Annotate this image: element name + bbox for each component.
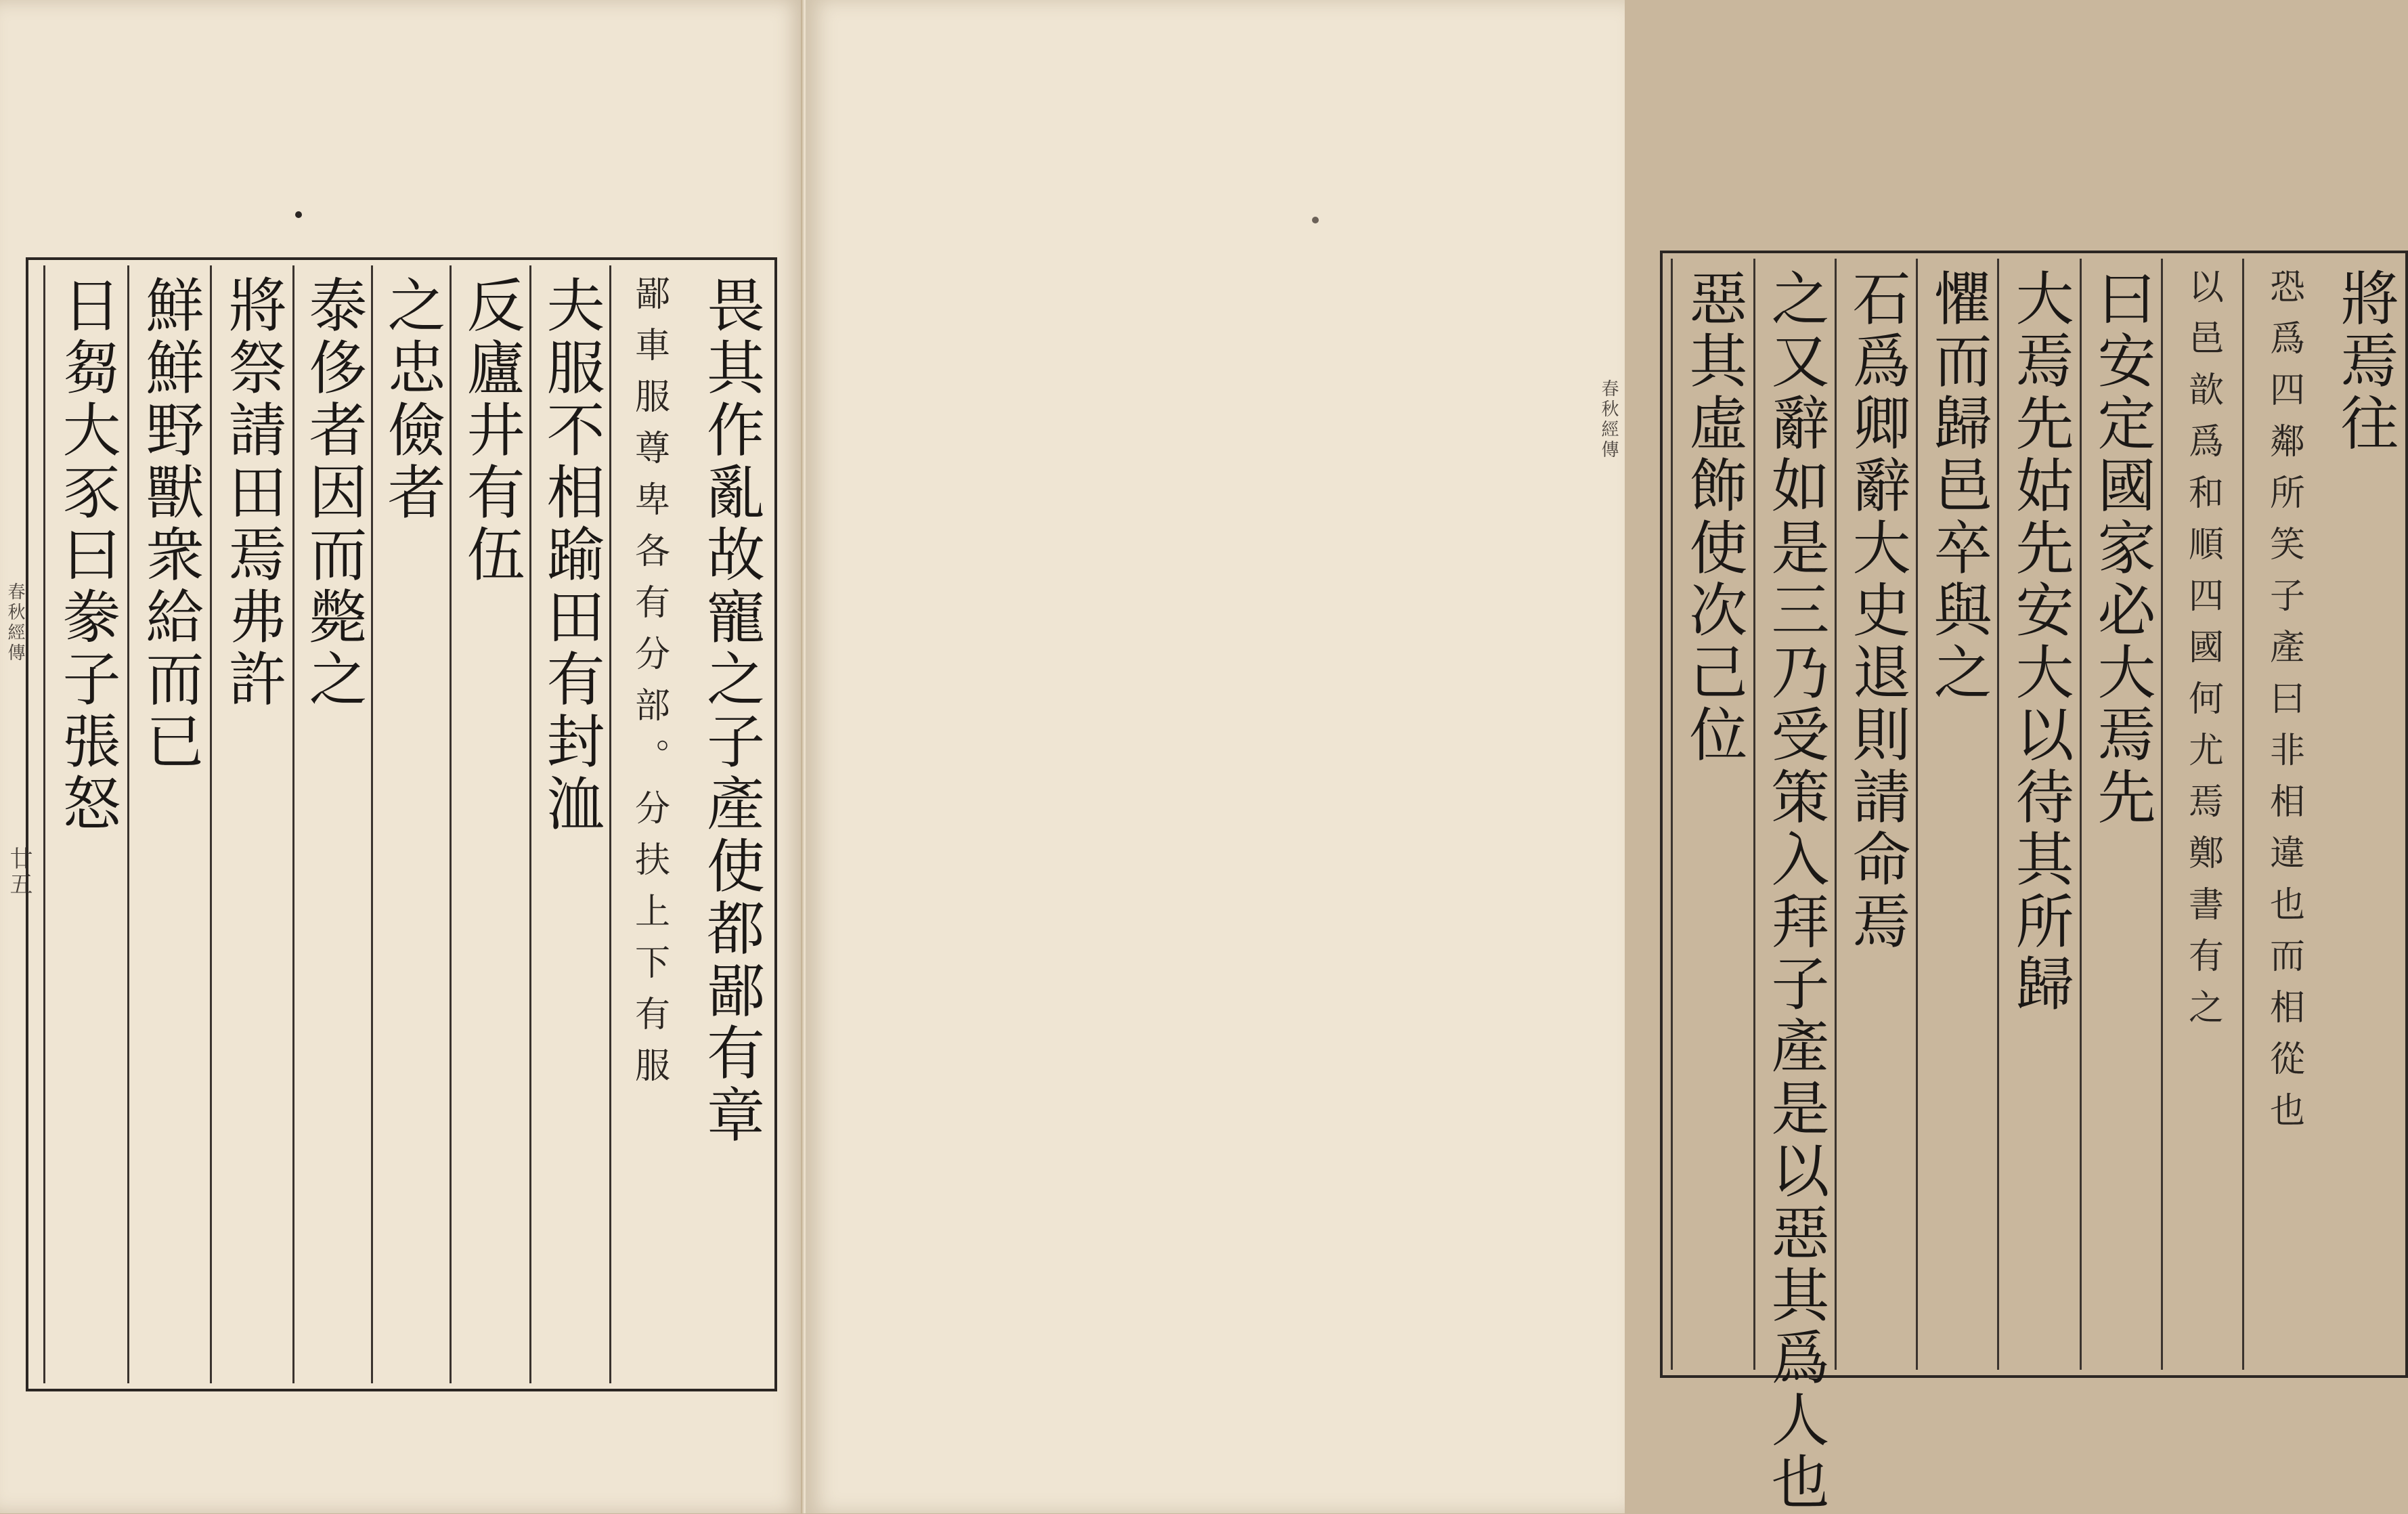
right-text-frame	[1660, 251, 2408, 1514]
column-text: 之忠儉者	[377, 275, 445, 524]
column-text: 鄙車服尊卑各有分部。分扶上下有服	[628, 275, 670, 1098]
left-margin-leaf: 廿五	[5, 846, 32, 898]
right-column-4	[2080, 259, 2161, 1370]
column-text: 夫服不相踰田有封洫	[536, 275, 605, 836]
column-text: 惡其虛飾使次己位	[1679, 268, 1747, 766]
left-column-2	[609, 265, 686, 1383]
column-text: 將祭請田焉弗許	[218, 275, 286, 711]
left-page	[0, 0, 806, 1513]
left-column-3	[529, 265, 609, 1383]
right-column-8	[1753, 259, 1835, 1514]
right-page	[806, 0, 2399, 1514]
right-margin-title: 春秋經傳	[1598, 379, 1619, 460]
right-column-5	[1997, 259, 2080, 1370]
column-text: 大焉先姑先安大以待其所歸	[2005, 268, 2074, 1016]
column-text: 曰安定國家必大焉先	[2087, 268, 2155, 829]
right-column-7	[1835, 259, 1916, 1370]
right-column-9	[1671, 259, 1753, 1370]
left-text-frame	[26, 257, 777, 1391]
right-column-6	[1916, 259, 1997, 1370]
left-column-5	[371, 265, 450, 1383]
ink-dot	[1312, 217, 1319, 223]
column-text: 畏其作亂故寵之子產使都鄙有章	[697, 275, 764, 1147]
column-text: 石爲卿辭大史退則請命焉	[1842, 268, 1910, 953]
left-column-6	[292, 265, 371, 1383]
ink-dot	[295, 211, 302, 218]
left-column-4	[450, 265, 529, 1383]
column-text: 以邑歆爲和順四國何尤焉鄭書有之	[2182, 268, 2223, 1040]
column-text: 恐爲四鄰所笑子產曰非相違也而相從也	[2263, 268, 2304, 1143]
left-column-1	[686, 265, 774, 1383]
column-text: 將焉往	[2330, 268, 2399, 455]
column-text: 日芻大豕曰豢子張怒	[52, 275, 121, 836]
left-column-9	[43, 265, 127, 1383]
column-text: 懼而歸邑卒與之	[1923, 268, 1992, 704]
right-column-1	[2323, 259, 2405, 1370]
right-column-2	[2242, 259, 2323, 1370]
column-text: 泰侈者因而斃之	[299, 275, 367, 711]
left-column-7	[210, 265, 292, 1383]
column-text: 鮮鮮野獸衆給而已	[135, 275, 204, 773]
column-text: 之又辭如是三乃受策入拜子產是以惡其爲人也	[1761, 268, 1829, 1514]
left-column-8	[127, 265, 210, 1383]
column-text: 反廬井有伍	[456, 275, 525, 586]
right-column-3	[2161, 259, 2242, 1370]
left-margin-title: 春秋經傳	[5, 582, 25, 664]
